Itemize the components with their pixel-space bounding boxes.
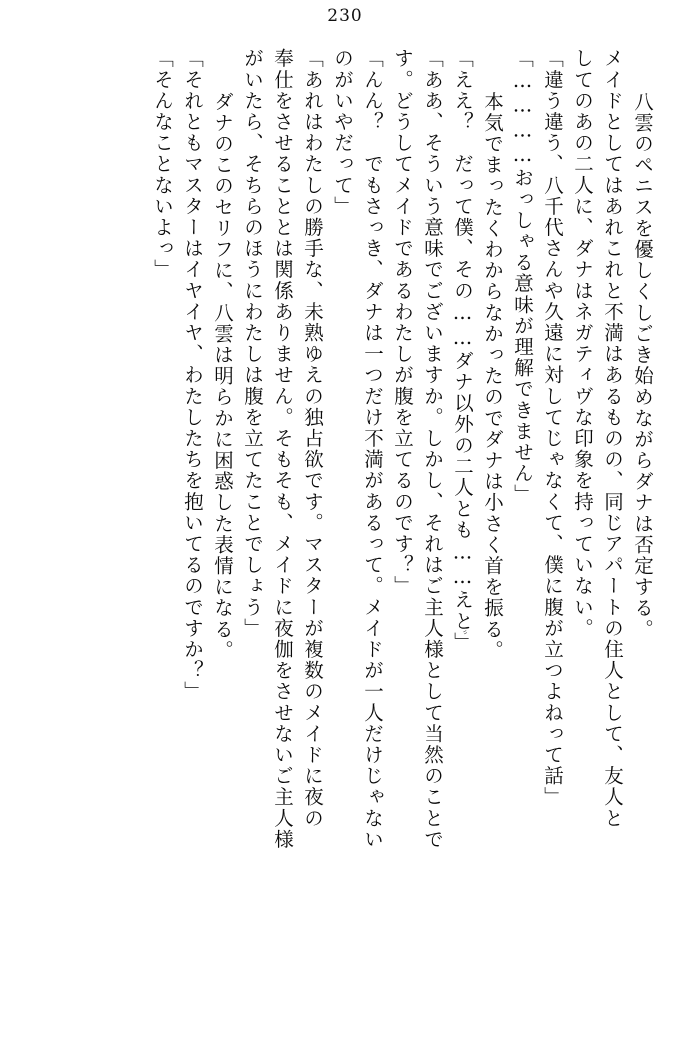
text-line: す。どうしてメイドであるわたしが腹を立てるのです？」 [391,48,414,597]
page-number: 230 [327,6,363,26]
text-line: がいたら、そちらのほうにわたしは腹を立てたことでしょう」 [241,48,264,639]
text-line: 奉仕をさせることとは関係ありません。そもそも、メイドに夜伽をさせないご主人様 [271,48,294,850]
text-line: 「ええ？ だって僕、その……ダナ以外の二人とも……えؚؚと」 [451,48,474,653]
text-line: 「んん？ でもさっき、ダナは一つだけ不満があるって。メイドが一人だけじゃない [361,48,384,850]
text-line: 「それともマスターはイヤイヤ、わたしたちを抱いてるのですか？」 [181,48,204,703]
text-line: 「ああ、そういう意味でございますか。しかし、それはご主人様として当然のことで [421,48,444,850]
vertical-text-body [22,48,652,1032]
text-line: 八雲のペニスを優しくしごき始めながらダナは否定する。 [631,70,654,640]
text-line: 本気でまったくわからなかったのでダナは小さく首を振る。 [481,70,504,661]
text-line: のがいやだって」 [331,48,354,217]
text-line: 「違う違う、八千代さんや久遠に対してじゃなくて、僕に腹が立つよねって話」 [541,48,564,808]
text-line: 「あれはわたしの勝手な、未熟ゆえの独占欲です。マスターが複数のメイドに夜の [301,48,324,829]
text-line: メイドとしてはあれこれと不満はあるものの、同じアパートの住人として、友人と [601,48,624,829]
text-line: 「…………おっしゃる意味が理解できません」 [511,48,534,506]
text-line: ダナのこのセリフに、八雲は明らかに困惑した表情になる。 [211,70,234,661]
text-line: してのあの二人に、ダナはネガティヴな印象を持っていない。 [571,48,594,639]
text-line: 「そんなことないよっ」 [151,48,174,281]
